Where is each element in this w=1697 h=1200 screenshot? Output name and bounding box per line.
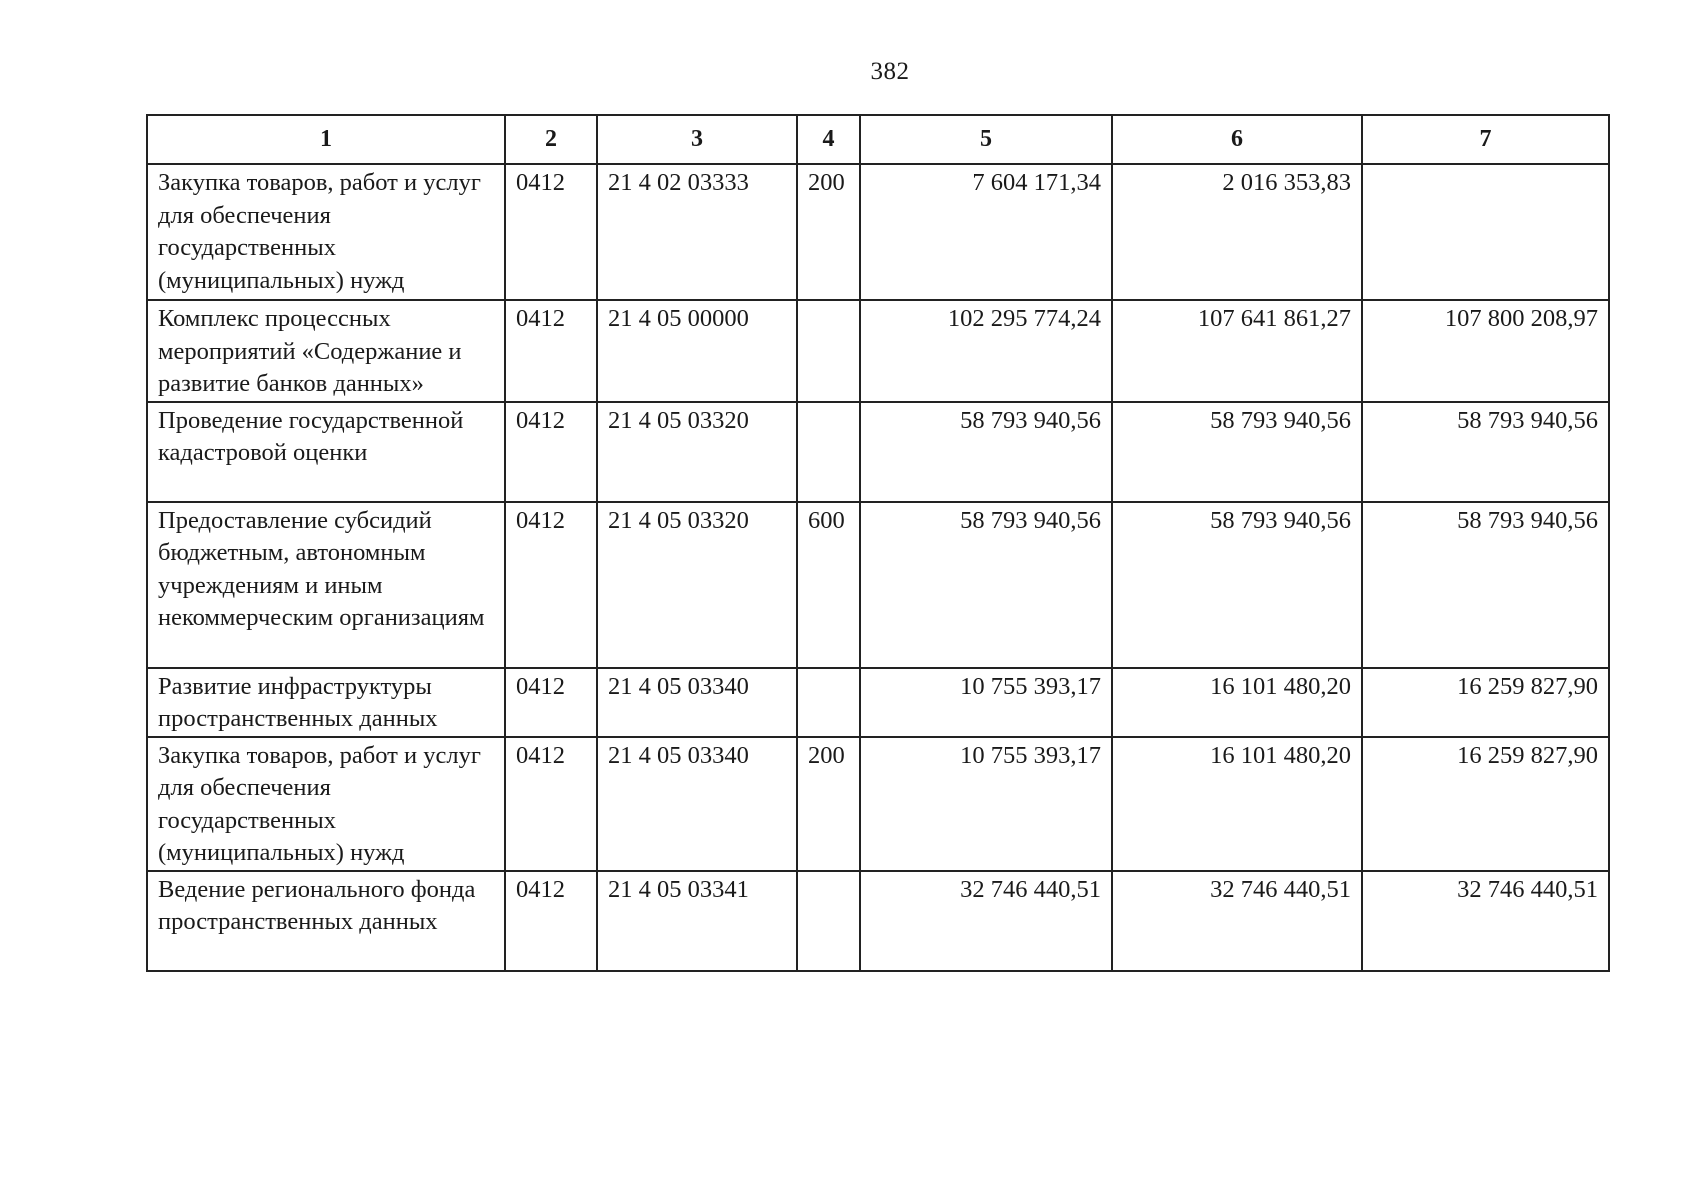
section-code: 0412 — [505, 871, 597, 971]
row-name: Ведение регионального фонда пространственных данных — [147, 871, 505, 971]
section-code: 0412 — [505, 402, 597, 502]
expense-type-code: 200 — [797, 164, 860, 300]
expense-type-code — [797, 871, 860, 971]
target-article-code: 21 4 05 03320 — [597, 402, 797, 502]
row-name: Предоставление субсидий бюджетным, автономным учреждениям и иным некоммерческим организациям — [147, 502, 505, 668]
expense-type-code: 600 — [797, 502, 860, 668]
amount-col6: 58 793 940,56 — [1112, 502, 1362, 668]
column-header-2: 2 — [505, 115, 597, 164]
expense-type-code — [797, 668, 860, 737]
target-article-code: 21 4 05 00000 — [597, 300, 797, 402]
amount-col6: 32 746 440,51 — [1112, 871, 1362, 971]
table-row — [147, 668, 1609, 737]
amount-col6: 16 101 480,20 — [1112, 737, 1362, 871]
column-header-7: 7 — [1362, 115, 1609, 164]
expense-type-code — [797, 402, 860, 502]
amount-col5: 10 755 393,17 — [860, 737, 1112, 871]
section-code: 0412 — [505, 300, 597, 402]
table-row — [147, 402, 1609, 502]
target-article-code: 21 4 02 03333 — [597, 164, 797, 300]
budget-table — [146, 114, 1610, 972]
table-header — [147, 115, 1609, 164]
amount-col5: 58 793 940,56 — [860, 402, 1112, 502]
target-article-code: 21 4 05 03341 — [597, 871, 797, 971]
row-name: Закупка товаров, работ и услуг для обеспечения государственных (муниципальных) нужд — [147, 164, 505, 300]
row-name: Развитие инфраструктуры пространственных данных — [147, 668, 505, 737]
amount-col7: 58 793 940,56 — [1362, 502, 1609, 668]
target-article-code: 21 4 05 03340 — [597, 668, 797, 737]
table-row — [147, 164, 1609, 300]
expense-type-code: 200 — [797, 737, 860, 871]
amount-col5: 58 793 940,56 — [860, 502, 1112, 668]
column-header-4: 4 — [797, 115, 860, 164]
page-number: 382 — [870, 58, 910, 85]
section-code: 0412 — [505, 164, 597, 300]
amount-col5: 102 295 774,24 — [860, 300, 1112, 402]
table-row — [147, 737, 1609, 871]
amount-col5: 10 755 393,17 — [860, 668, 1112, 737]
column-header-1: 1 — [147, 115, 505, 164]
amount-col6: 2 016 353,83 — [1112, 164, 1362, 300]
amount-col5: 32 746 440,51 — [860, 871, 1112, 971]
header-row — [147, 115, 1609, 164]
table-row — [147, 300, 1609, 402]
section-code: 0412 — [505, 502, 597, 668]
column-header-6: 6 — [1112, 115, 1362, 164]
amount-col7: 16 259 827,90 — [1362, 668, 1609, 737]
target-article-code: 21 4 05 03320 — [597, 502, 797, 668]
amount-col7: 32 746 440,51 — [1362, 871, 1609, 971]
section-code: 0412 — [505, 737, 597, 871]
amount-col6: 107 641 861,27 — [1112, 300, 1362, 402]
column-header-3: 3 — [597, 115, 797, 164]
amount-col7: 16 259 827,90 — [1362, 737, 1609, 871]
table-row — [147, 871, 1609, 971]
row-name: Комплекс процессных мероприятий «Содержание и развитие банков данных» — [147, 300, 505, 402]
amount-col6: 16 101 480,20 — [1112, 668, 1362, 737]
amount-col7: 58 793 940,56 — [1362, 402, 1609, 502]
target-article-code: 21 4 05 03340 — [597, 737, 797, 871]
amount-col6: 58 793 940,56 — [1112, 402, 1362, 502]
row-name: Проведение государственной кадастровой оценки — [147, 402, 505, 502]
table-row — [147, 502, 1609, 668]
column-header-5: 5 — [860, 115, 1112, 164]
row-name: Закупка товаров, работ и услуг для обеспечения государственных (муниципальных) нужд — [147, 737, 505, 871]
section-code: 0412 — [505, 668, 597, 737]
table-body — [147, 164, 1609, 971]
expense-type-code — [797, 300, 860, 402]
amount-col7 — [1362, 164, 1609, 300]
amount-col5: 7 604 171,34 — [860, 164, 1112, 300]
amount-col7: 107 800 208,97 — [1362, 300, 1609, 402]
